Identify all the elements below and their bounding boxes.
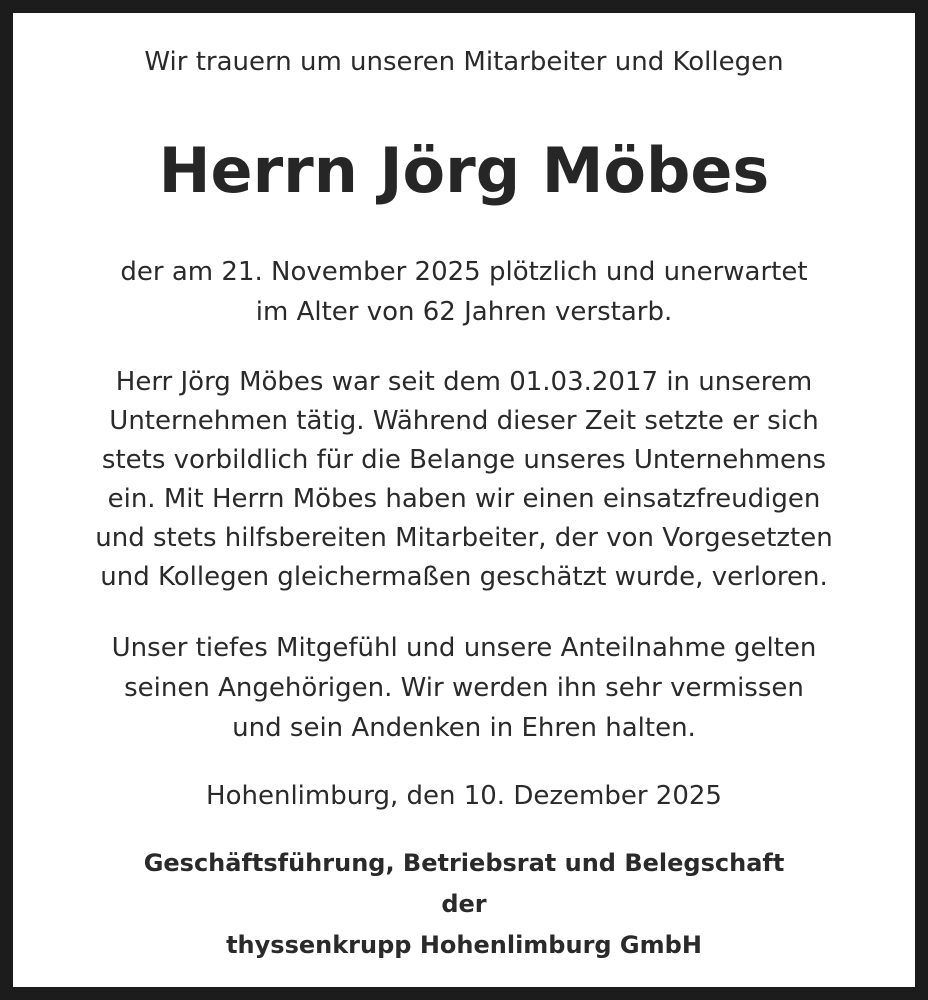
signature-line-2: der (441, 890, 487, 918)
condolence-line-1: Unser tiefes Mitgefühl und unsere Anteilnahme gelten (111, 633, 817, 663)
signature-line-1: Geschäftsführung, Betriebsrat und Belegschaft (143, 849, 785, 877)
death-notice-line-2: im Alter von 62 Jahren verstarb. (255, 297, 673, 327)
tribute-line-5: und stets hilfsbereiten Mitarbeiter, der von Vorgesetzten (95, 523, 833, 553)
signature-company: thyssenkrupp Hohenlimburg GmbH (226, 931, 702, 959)
tribute-line-6: und Kollegen gleichermaßen geschätzt wurde, verloren. (100, 562, 828, 592)
tribute-line-1: Herr Jörg Möbes war seit dem 01.03.2017 in unserem (115, 367, 813, 397)
tribute-line-2: Unternehmen tätig. Während dieser Zeit setzte er sich (109, 406, 819, 436)
condolence-line-3: und sein Andenken in Ehren halten. (232, 713, 696, 743)
death-notice-line-1: der am 21. November 2025 plötzlich und unerwartet (120, 257, 808, 287)
tribute-line-4: ein. Mit Herrn Möbes haben wir einen einsatzfreudigen (107, 484, 821, 514)
deceased-name: Herrn Jörg Möbes (158, 134, 770, 207)
condolence-line-2: seinen Angehörigen. Wir werden ihn sehr vermissen (124, 673, 804, 703)
intro-line: Wir trauern um unseren Mitarbeiter und Kollegen (144, 47, 784, 77)
tribute-line-3: stets vorbildlich für die Belange unseres Unternehmens (101, 445, 827, 475)
place-date: Hohenlimburg, den 10. Dezember 2025 (206, 781, 722, 811)
